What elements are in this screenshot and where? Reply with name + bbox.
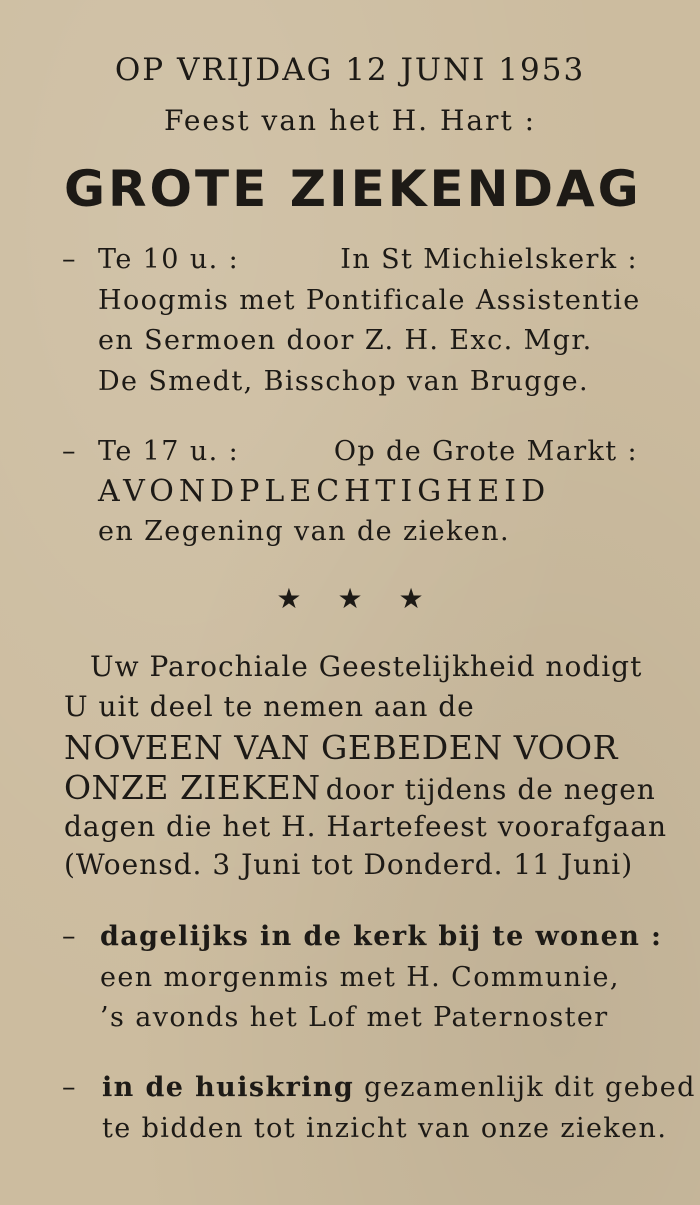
invitation-line-6: (Woensd. 3 Juni tot Donderd. 11 Juni): [64, 848, 634, 881]
evening-place: Op de Grote Markt :: [333, 436, 638, 467]
star-icon: ★: [337, 582, 363, 615]
page-title: GROTE ZIEKENDAG: [64, 160, 642, 218]
star-separator: [0, 582, 700, 615]
invitation-line-4: [64, 768, 656, 807]
star-icon: ★: [398, 582, 424, 615]
morning-line-2: Hoogmis met Pontificale Assistentie: [98, 285, 641, 316]
evening-line-2: AVONDPLECHTIGHEID: [98, 474, 551, 509]
duty-2-line-1-bold: in de huiskring: [102, 1072, 355, 1103]
evening-time: Te 17 u. :: [98, 436, 240, 467]
duty-2-line-1: [102, 1072, 696, 1103]
duty-2-line-2: te bidden tot inzicht van onze zieken.: [102, 1113, 668, 1144]
star-icon: ★: [276, 582, 302, 615]
evening-header: [98, 436, 638, 467]
morning-dash: –: [62, 244, 77, 275]
duty-1-line-2: een morgenmis met H. Communie,: [100, 962, 620, 993]
invitation-line-2: U uit deel te nemen aan de: [64, 690, 475, 723]
invitation-line-3: NOVEEN VAN GEBEDEN VOOR: [64, 728, 618, 767]
morning-header: [98, 244, 638, 275]
evening-dash: –: [62, 436, 77, 467]
evening-line-3: en Zegening van de zieken.: [98, 516, 510, 547]
duty-2-dash: –: [62, 1072, 77, 1103]
invitation-line-4-caps: ONZE ZIEKEN: [64, 768, 321, 807]
invitation-line-5: dagen die het H. Hartefeest voorafgaan: [64, 810, 668, 843]
duty-1-line-3: ’s avonds het Lof met Paternoster: [100, 1002, 609, 1033]
invitation-line-1: Uw Parochiale Geestelijkheid nodigt: [90, 650, 643, 683]
morning-line-3: en Sermoen door Z. H. Exc. Mgr.: [98, 325, 593, 356]
feast-line: Feest van het H. Hart :: [163, 104, 537, 137]
duty-1-line-1: dagelijks in de kerk bij te wonen :: [100, 921, 663, 952]
morning-line-4: De Smedt, Bisschop van Brugge.: [98, 366, 589, 397]
duty-2-line-1-rest: gezamenlijk dit gebed: [364, 1072, 696, 1103]
date-line: OP VRIJDAG 12 JUNI 1953: [114, 52, 586, 88]
morning-place: In St Michielskerk :: [340, 244, 638, 275]
duty-1-dash: –: [62, 921, 77, 952]
morning-time: Te 10 u. :: [98, 244, 240, 275]
invitation-line-4-rest: door tijdens de negen: [325, 773, 656, 806]
